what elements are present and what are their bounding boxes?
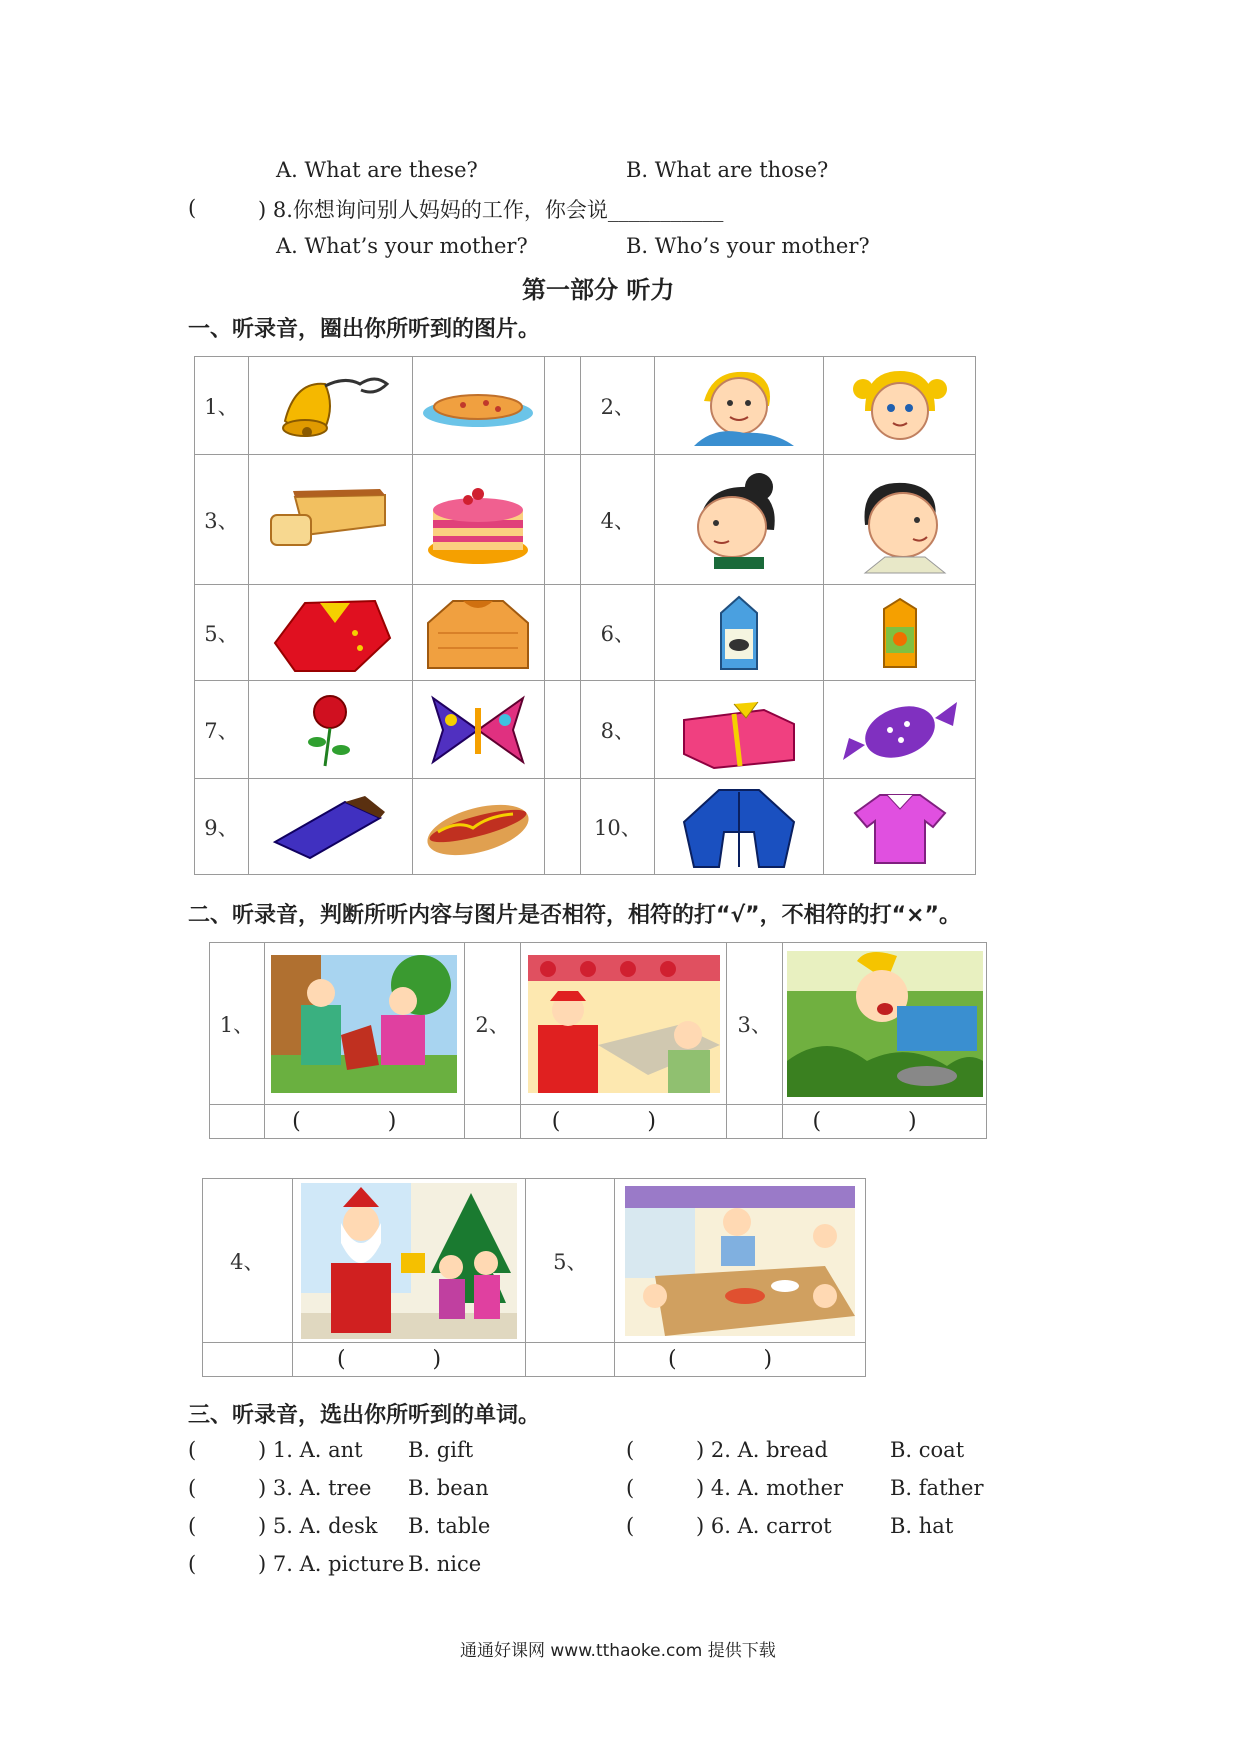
q8-stem: ) 8.你想询问别人妈妈的工作，你会说___________ <box>258 198 724 222</box>
item-number: 1、 <box>204 394 239 419</box>
gift-box-icon[interactable] <box>655 690 823 770</box>
answer-paren[interactable]: ( <box>626 1476 635 1500</box>
family-dinner-scene-icon[interactable] <box>615 1186 865 1336</box>
section2-table-1 <box>209 942 987 1139</box>
candy-icon[interactable] <box>824 690 975 770</box>
section1-row-2 <box>195 455 976 585</box>
item-number: 1、 <box>219 1012 255 1037</box>
answer-paren[interactable]: ( <box>188 1514 197 1538</box>
q2-stem: ) 2. A. bread <box>696 1438 828 1462</box>
q7-option-b: B. nice <box>408 1552 482 1576</box>
q5-option-b: B. table <box>408 1514 491 1538</box>
item-number: 7、 <box>204 718 239 743</box>
boy-garden-scene-icon[interactable] <box>783 951 986 1097</box>
woman-face-icon[interactable] <box>655 465 823 575</box>
section1-picture-table <box>194 356 976 875</box>
milk-carton-icon[interactable] <box>655 593 823 673</box>
pizza-icon[interactable] <box>413 381 544 431</box>
answer-blank[interactable]: ( ) <box>812 1109 957 1134</box>
section1-row-4 <box>195 681 976 779</box>
bread-icon[interactable] <box>249 485 412 555</box>
item-number: 10、 <box>594 815 642 840</box>
item-number: 2、 <box>475 1012 510 1037</box>
footer-source: 通通好课网 www.tthaoke.com 提供下载 <box>460 1641 776 1661</box>
item-number: 4、 <box>600 508 636 533</box>
clothes-gift-scene-icon[interactable] <box>265 955 464 1093</box>
santa-christmas-scene-icon[interactable] <box>293 1183 526 1339</box>
t-shirt-icon[interactable] <box>824 787 975 867</box>
q8-option-a: A. What’s your mother? <box>276 234 528 258</box>
part-title: 第一部分 听力 <box>522 275 675 304</box>
man-face-icon[interactable] <box>824 465 975 575</box>
red-coat-icon[interactable] <box>249 593 412 673</box>
q5-stem: ) 5. A. desk <box>258 1514 378 1538</box>
section1-row-3 <box>195 585 976 681</box>
girl-icon[interactable] <box>824 361 975 451</box>
bell-icon[interactable] <box>249 366 412 446</box>
hot-dog-icon[interactable] <box>413 792 544 862</box>
item-number: 2、 <box>600 394 636 419</box>
blue-coat-icon[interactable] <box>655 782 823 872</box>
answer-paren[interactable]: ( <box>626 1438 635 1462</box>
shop-counter-scene-icon[interactable] <box>521 955 726 1093</box>
answer-paren[interactable]: ( <box>626 1514 635 1538</box>
item-number: 9、 <box>204 815 239 840</box>
answer-paren[interactable]: ( <box>188 1438 197 1462</box>
q7-stem: ) 7. A. picture <box>258 1552 405 1576</box>
item-number: 5、 <box>204 621 239 646</box>
juice-box-icon[interactable] <box>824 593 975 673</box>
q3-stem: ) 3. A. tree <box>258 1476 372 1500</box>
q2-option-b: B. coat <box>890 1438 965 1462</box>
answer-blank[interactable]: ( ) <box>292 1109 437 1134</box>
q4-option-b: B. father <box>890 1476 984 1500</box>
item-number: 4、 <box>230 1249 265 1274</box>
item-number: 3、 <box>737 1012 772 1037</box>
section2-table-2 <box>202 1178 866 1377</box>
item-number: 5、 <box>553 1249 588 1274</box>
cake-icon[interactable] <box>413 470 544 570</box>
q6-option-b: B. hat <box>890 1514 954 1538</box>
answer-blank[interactable]: ( ) <box>336 1347 482 1372</box>
chocolate-icon[interactable] <box>249 792 412 862</box>
q8-option-b: B. Who’s your mother? <box>626 234 870 258</box>
sweater-icon[interactable] <box>413 593 544 673</box>
rose-icon[interactable] <box>249 690 412 770</box>
section3-title: 三、听录音，选出你所听到的单词。 <box>188 1403 541 1428</box>
item-number: 6、 <box>600 621 636 646</box>
boy-icon[interactable] <box>655 361 823 451</box>
item-number: 8、 <box>600 718 636 743</box>
answer-paren[interactable]: ( <box>188 1476 197 1500</box>
section1-title: 一、听录音，圈出你所听到的图片。 <box>188 317 541 342</box>
answer-paren[interactable]: ( <box>188 1552 197 1576</box>
answer-blank[interactable]: ( ) <box>551 1109 696 1134</box>
q3-option-b: B. bean <box>408 1476 489 1500</box>
q8-paren: ( <box>188 196 197 220</box>
q7-option-b: B. What are those? <box>626 158 829 182</box>
section1-row-1 <box>195 357 976 455</box>
q7-option-a: A. What are these? <box>276 158 478 182</box>
item-number: 3、 <box>204 508 239 533</box>
answer-blank[interactable]: ( ) <box>667 1347 813 1372</box>
butterfly-icon[interactable] <box>413 690 544 770</box>
q1-option-b: B. gift <box>408 1438 474 1462</box>
q4-stem: ) 4. A. mother <box>696 1476 844 1500</box>
q6-stem: ) 6. A. carrot <box>696 1514 832 1538</box>
section1-row-5 <box>195 779 976 875</box>
section2-title: 二、听录音，判断所听内容与图片是否相符，相符的打“√”，不相符的打“×”。 <box>188 903 961 928</box>
q1-stem: ) 1. A. ant <box>258 1438 363 1462</box>
